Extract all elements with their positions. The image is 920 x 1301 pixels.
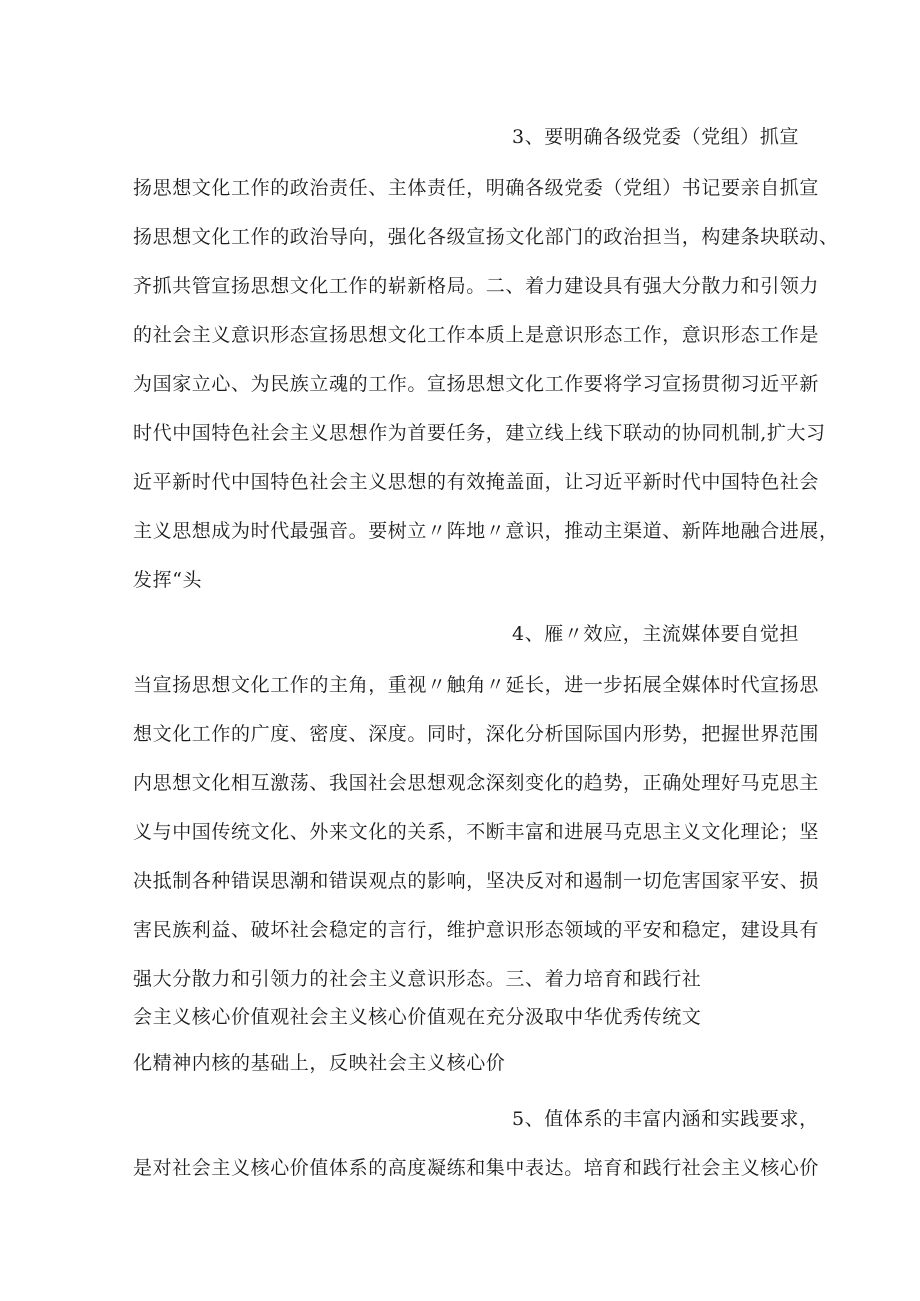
text-line: 会主义核心价值观社会主义核心价值观在充分汲取中华优秀传统文 — [133, 1006, 702, 1028]
text-line: 内思想文化相互激荡、我国社会思想观念深刻变化的趋势，正确处理好马克思主 — [133, 772, 820, 794]
text-line: 的社会主义意识形态宣扬思想文化工作本质上是意识形态工作，意识形态工作是 — [133, 324, 820, 346]
text-line: 化精神内核的基础上，反映社会主义核心价 — [133, 1052, 506, 1074]
text-line: 齐抓共管宣扬思想文化工作的崭新格局。二、着力建设具有强大分散力和引领力 — [133, 275, 820, 297]
text-line: 决抵制各种错误思潮和错误观点的影响，坚决反对和遏制一切危害国家平安、损 — [133, 870, 820, 892]
text-line: 扬思想文化工作的政治导向，强化各级宣扬文化部门的政治担当，构建条块联动、 — [133, 226, 839, 248]
text-line: 扬思想文化工作的政治责任、主体责任，明确各级党委（党组）书记要亲自抓宣 — [133, 177, 820, 199]
text-line: 害民族利益、破坏社会稳定的言行，维护意识形态领域的平安和稳定，建设具有 — [133, 919, 820, 941]
text-line: 想文化工作的广度、密度、深度。同时，深化分析国际国内形势，把握世界范围 — [133, 723, 820, 745]
text-line: 强大分散力和引领力的社会主义意识形态。三、着力培育和践行社 — [133, 968, 702, 990]
text-line: 主义思想成为时代最强音。要树立〃阵地〃意识，推动主渠道、新阵地融合进展， — [133, 520, 839, 542]
text-line: 时代中国特色社会主义思想作为首要任务，建立线上线下联动的协同机制,扩大习 — [133, 422, 826, 444]
text-line: 近平新时代中国特色社会主义思想的有效掩盖面，让习近平新时代中国特色社会 — [133, 471, 820, 493]
text-line: 当宣扬思想文化工作的主角，重视〃触角〃延长，进一步拓展全媒体时代宣扬思 — [133, 674, 820, 696]
text-line: 为国家立心、为民族立魂的工作。宣扬思想文化工作要将学习宣扬贯彻习近平新 — [133, 373, 820, 395]
text-line: 发挥“头 — [133, 569, 203, 591]
text-line: 5、值体系的丰富内涵和实践要求， — [512, 1108, 819, 1130]
text-line: 3、要明确各级党委（党组）抓宣 — [512, 126, 800, 148]
text-line: 是对社会主义核心价值体系的高度凝练和集中表达。培育和践行社会主义核心价 — [133, 1157, 820, 1179]
text-line: 4、雁〃效应，主流媒体要自觉担 — [512, 623, 800, 645]
text-line: 义与中国传统文化、外来文化的关系，不断丰富和进展马克思主义文化理论；坚 — [133, 821, 820, 843]
